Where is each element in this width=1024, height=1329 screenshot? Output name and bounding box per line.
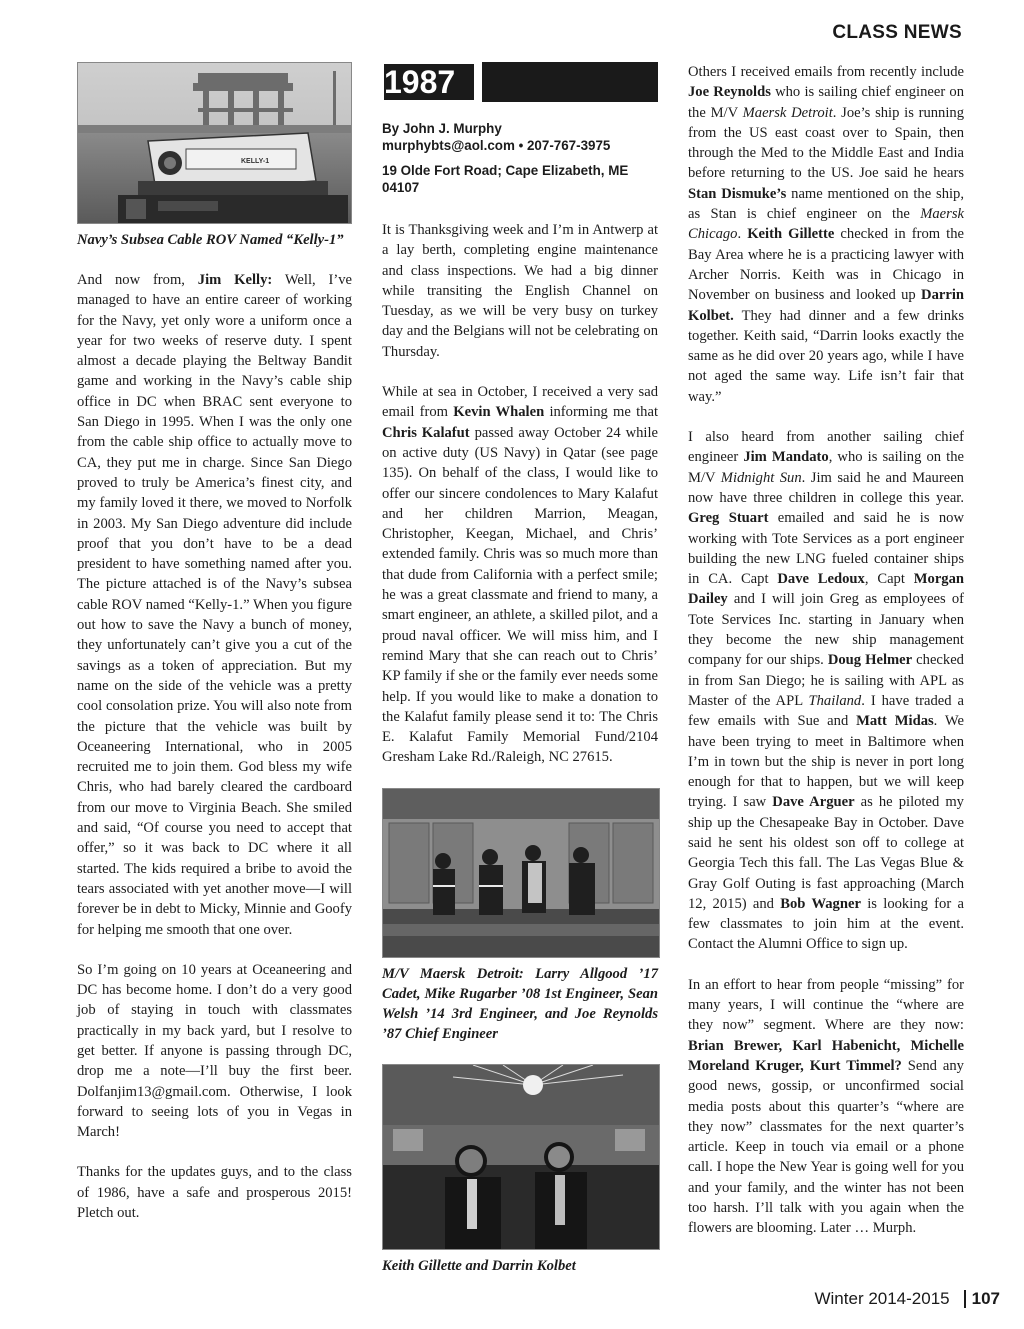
footer-divider (964, 1290, 966, 1308)
class-year: 1987 (382, 62, 476, 102)
name-highlight: Greg Stuart (688, 510, 769, 527)
issue-label: Winter 2014-2015 (814, 1289, 950, 1308)
byline (382, 120, 658, 154)
ship-name: Maersk Chicago (688, 206, 964, 243)
body-paragraph: It is Thanksgiving week and I’m in Antwerp at a lay berth, completing engine maintenance and class inspections. We had a big dinner while transiting the English Channel on Tuesday, as we will be very busy on turkey day and the Belgians will not be celebrating on Thursday. (382, 222, 658, 360)
body-paragraph: Thanks for the updates guys, and to the class of 1986, have a safe and prosperous 2015! Pletch out. (77, 1164, 352, 1222)
column-2 (382, 62, 658, 1296)
col1-body (77, 270, 352, 1223)
col3-body (688, 62, 964, 1239)
name-highlight: Morgan Dailey (688, 571, 965, 608)
rov-lettering: KELLY-1 (241, 158, 270, 165)
name-highlight: Jim Kelly: (197, 272, 273, 288)
page-footer (814, 1289, 1000, 1309)
dinner-photo-caption: Keith Gillette and Darrin Kolbet (382, 1257, 576, 1274)
byline-author: By John J. Murphy (382, 121, 502, 136)
body-paragraph: While at sea in October, I received a very sad email from Kevin Whalen informing me that Chris Kalafut passed away October 24 while on active duty (US Navy) in Qatar (see page 135). On behalf of the class, I would like to offer our sincere condolences to Mary Kalafut and her children Marrion, Meagan, Christopher, Keegan, Michael, and Chris’ extended family. Chris was so much more than that dude from California with a perfect smile; he was a great classmate and friend to many, a smart engineer, an athlete, a skilled pilot, and a proud naval officer. We will miss him, and I remind Mary that she can reach out to Chris’ KP family if she or the family ever needs some help. If you would like to make a donation to the Kalafut family please send it to: The Chris E. Kalafut Family Memorial Fund/2104 Gresham Lake Rd./Raleigh, NC 27615. (382, 384, 658, 766)
body-paragraph: So I’m going on 10 years at Oceaneering and DC has become home. I don’t do a very good job of staying in touch with classmates practically in my back yard, but I resolve to get better. If anyone is passing through DC, drop me a note—I’ll buy the first beer. Dolfanjim13@gmail.com. Otherwise, I look forward to seeing lots of you in Vegas in March! (77, 961, 352, 1141)
body-paragraph: I also heard from another sailing chief engineer Jim Mandato, who is sailing on the M/V Midnight Sun. Jim said he and Maureen now have three children in college this year. Greg Stuart emailed and said he is now working with Tote Services as a port engineer building the new LNG fueled container ships in CA. Capt Dave Ledoux, Capt Morgan Dailey and I will join Greg as employees of Tote Services Inc. starting in January when they become the new ship management company for our ships. Doug Helmer checked in from San Diego; he is sailing with APL as Master of the APL Thailand. I have traded a few emails with Sue and Matt Midas. We have been trying to meet in Baltimore when I’m in town but the ship is never in port long enough for that to happen, but we will keep trying. I saw Dave Arguer as he piloted my ship up the Chesapeake Bay in October. Dave said he sent his oldest son off to college at Georgia Tech this fall. The Las Vegas Blue & Gray Golf Outing is fast approaching (March 12, 2015) and Bob Wagner is looking for a few classmates to join him at the event. Contact the Alumni Office to sign up. (688, 429, 965, 953)
page-number: 107 (971, 1289, 1000, 1308)
body-paragraph: In an effort to hear from people “missing” for many years, I will continue the “where are they now” segment. Where are they now: Brian Brewer, Karl Habenicht, Michelle Moreland Kruger, Kurt Timmel? Send any good news, gossip, or unconfirmed social media posts about this quarter’s “where are they now” classmates for the next quarter’s article. Keep in touch via email or a phone call. I hope the New Year is going well for you and your family, and the winter has not been too harsh. I’ll talk with you again when the flowers are blooming. Later … Murph. (688, 976, 964, 1237)
ship-name: Thailand (808, 692, 862, 709)
ship-name: Maersk Detroit (742, 104, 833, 121)
rov-photo-caption: Navy’s Subsea Cable ROV Named “Kelly-1” (77, 232, 344, 248)
column-3 (688, 62, 964, 1259)
name-highlight: Darrin Kolbet. (688, 287, 964, 324)
correspondent-address: 19 Olde Fort Road; Cape Elizabeth, ME 04107 (382, 163, 629, 195)
column-1 (77, 62, 352, 1243)
body-paragraph: And now from, Jim Kelly: Well, I’ve managed to have an entire career of working for the Navy, yet only wore a uniform once a year for two weeks of reserve duty. I spent almost a decade playing the Beltway Bandit game and working in the Navy’s cable ship office in DC when BRAC sent everyone to San Diego in 1995. When I was the only one from the cable ship office to actually move to CA, they put me in charge. Since San Diego proved to truly be America’s finest city, and my family loved it there, we moved to Norfolk in 2003. My San Diego adventure did include proof that you don’t have to be a dead president to have something named after you. The picture attached is of the Navy’s subsea cable ROV named “Kelly-1.” When you figure out how to save the Navy a bunch of money, they unfortunately can’t give you a cut of the savings as a token of appreciation. But my name on the side of the vehicle was a pretty cool consolation prize. You will also note from the picture that the vehicle was built by Oceaneering International, who in 2005 recruited me to join them. God bless my wife Chris, who had barely cleared the cardboard from our move to Virginia Beach. She smiled and said, “Of course you need to accept that offer,” so it was back to DC where it all started. The kids required a bribe to avoid the tears associated with yet another move—I will forever be in debt to Micky, Minnie and Goofy for helping me smooth that one over. (77, 272, 352, 938)
name-highlight: Brian Brewer, Karl Habenicht, Michelle Moreland Kruger, Kurt Timmel? (688, 1037, 964, 1074)
ship-name: Midnight Sun (720, 469, 802, 486)
body-paragraph: Others I received emails from recently include Joe Reynolds who is sailing chief engineer on the M/V Maersk Detroit. Joe’s ship is running from the US east coast over to Spain, then through the Med to the Middle East and India before returning to the US. Joe said he hears Stan Dismuke’s name mentioned on the ship, as Stan is chief engineer on the Maersk Chicago. Keith Gillette checked in from the Bay Area where he is a practicing lawyer with Archer Norris. Keith was in Chicago in November on business and looked up Darrin Kolbet. They had dinner and a few drinks together. Keith said, “Darrin looks exactly the same as he did over 20 years ago, while I have not aged the same way. Life isn’t fair that way.” (688, 64, 965, 405)
name-highlight: Chris Kalafut (382, 424, 470, 441)
engine-room-photo-caption: M/V Maersk Detroit: Larry Allgood ’17 Cadet, Mike Rugarber ’08 1st Engineer, Sean Welsh ’14 3rd Engineer, and Joe Reynolds ’87 Chief Engineer (382, 965, 658, 1042)
col2-body (382, 220, 658, 768)
name-highlight: Joe Reynolds (688, 84, 771, 101)
year-header-bar (482, 62, 658, 102)
name-highlight: Jim Mandato (743, 449, 829, 466)
name-highlight: Dave Arguer (772, 794, 855, 811)
dinner-photo (382, 1064, 660, 1250)
byline-contact: murphybts@aol.com • 207-767-3975 (382, 138, 611, 153)
name-highlight: Matt Midas (856, 713, 934, 730)
engine-room-photo (382, 788, 660, 958)
name-highlight: Bob Wagner (780, 895, 861, 912)
name-highlight: Dave Ledoux (777, 571, 865, 588)
name-highlight: Keith Gillette (747, 226, 835, 243)
name-highlight: Doug Helmer (827, 652, 913, 669)
year-header (382, 62, 658, 102)
rov-photo (77, 62, 352, 224)
section-label: CLASS NEWS (832, 22, 962, 43)
name-highlight: Kevin Whalen (453, 404, 545, 421)
name-highlight: Stan Dismuke’s (688, 185, 787, 202)
